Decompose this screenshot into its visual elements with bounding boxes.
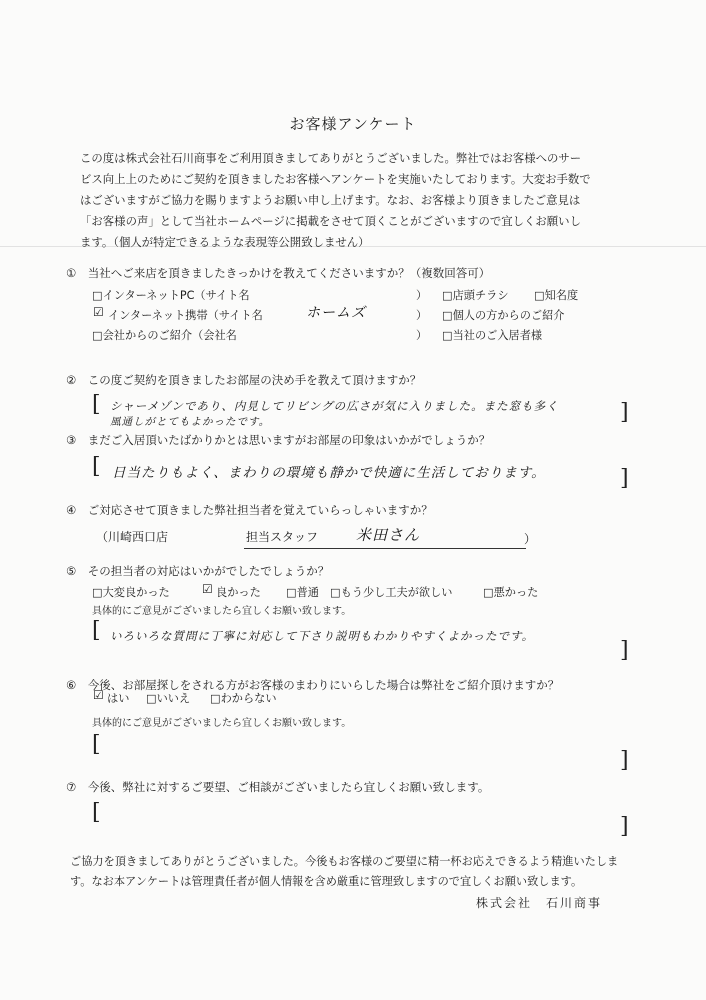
q7-close-bracket: ] [620, 814, 629, 839]
q4-question: ④ ご対応させて頂きました弊社担当者を覚えていらっしゃいますか？ [66, 503, 433, 517]
q4-staff-name-answer: 米田さん [356, 526, 421, 544]
q5-answer: いろいろな質問に丁寧に対応して下さり説明もわかりやすくよかったです。 [110, 629, 535, 643]
q3-answer: 日当たりもよく、まわりの環境も静かで快適に生活しております。 [112, 465, 546, 481]
q1-option-pc[interactable]: □インターネットPC（サイト名 [92, 289, 250, 302]
q1-mobile-checkbox[interactable]: ☑ [93, 305, 104, 319]
intro-line: 「お客様の声」として当社ホームページに掲載をさせて頂くことがございますので宜しくお願いし [80, 214, 581, 228]
q1-option-referral[interactable]: □会社からのご紹介（会社名 [92, 329, 237, 342]
q1-option-flyer[interactable]: □店頭チラシ [442, 289, 509, 302]
q4-store-name: （川崎西口店 [96, 530, 169, 544]
q3-open-bracket: [ [92, 454, 101, 479]
q6-option-unknown[interactable]: □わからない [210, 692, 277, 705]
company-name: 株式会社 石川商事 [476, 896, 603, 910]
q6-detail-prompt: 具体的にご意見がございましたら宜しくお願い致します。 [92, 718, 352, 729]
q1-close-paren: ） [416, 309, 428, 322]
intro-line: はございますがご協力を賜りますようお願い申し上げます。なお、お客様より頂きましたご意見は [80, 193, 581, 207]
q1-option-individual[interactable]: □個人の方からのご紹介 [442, 309, 565, 322]
q5-option-normal[interactable]: □普通 [286, 586, 319, 599]
q1-question: ① 当社へご来店を頂きましたきっかけを教えてくださいますか？（複数回答可） [66, 266, 491, 280]
q4-staff-label: 担当スタッフ [246, 530, 319, 544]
footer-line2: す。なお本アンケートは管理責任者が個人情報を含め厳重に管理致しますので宜しくお願い致します。 [70, 875, 583, 888]
q2-open-bracket: [ [92, 392, 101, 417]
q1-option-known[interactable]: □知名度 [534, 289, 579, 302]
footer-line1: ご協力を頂きましてありがとうございました。今後もお客様のご要望に精一杯お応えできるよう精進いたしま [70, 855, 619, 868]
q4-answer-underline [244, 548, 526, 549]
q5-option-very-good[interactable]: □大変良かった [92, 586, 170, 599]
q5-option-good[interactable]: 良かった [216, 586, 261, 599]
q3-close-bracket: ] [620, 466, 629, 491]
q5-close-bracket: ] [620, 638, 629, 663]
q1-option-resident[interactable]: □当社のご入居者様 [442, 329, 543, 342]
intro-text [80, 148, 660, 253]
q7-question: ⑦ 今後、弊社に対するご要望、ご相談がございましたら宜しくお願い致します。 [66, 780, 490, 794]
q2-answer-line1: シャーメゾンであり、内見してリビングの広さが気に入りました。また窓も多く [110, 399, 559, 413]
q5-detail-prompt: 具体的にご意見がございましたら宜しくお願い致します。 [92, 606, 352, 617]
q6-option-no[interactable]: □いいえ [146, 692, 191, 705]
q1-option-mobile[interactable]: インターネット携帯（サイト名 [108, 309, 263, 322]
q5-good-checkbox[interactable]: ☑ [202, 582, 213, 596]
q4-close-paren: ） [524, 532, 537, 546]
intro-line: この度は株式会社石川商事をご利用頂きましてありがとうございました。弊社ではお客様へのサー [80, 151, 582, 165]
q6-yes-checkbox[interactable]: ☑ [93, 688, 104, 702]
q1-mobile-site-answer: ホームズ [306, 305, 366, 321]
q6-close-bracket: ] [620, 748, 629, 773]
intro-line: ビス向上上のためにご契約を頂きましたお客様へアンケートを実施いたしております。大変お手数で [80, 172, 591, 186]
q5-option-more-effort[interactable]: □もう少し工夫が欲しい [330, 586, 453, 599]
q2-question: ② この度ご契約を頂きましたお部屋の決め手を教えて頂けますか？ [66, 373, 422, 387]
q1-close-paren: ） [416, 289, 428, 302]
q3-question: ③ まだご入居頂いたばかりかとは思いますがお部屋の印象はいかがでしょうか？ [66, 433, 491, 447]
q6-option-yes[interactable]: はい [107, 692, 130, 705]
page-title: お客様アンケート [289, 115, 417, 133]
q6-question: ⑥ 今後、お部屋探しをされる方がお客様のまわりにいらした場合は弊社をご紹介頂けますか？ [66, 678, 560, 692]
q5-option-bad[interactable]: □悪かった [483, 586, 539, 599]
q2-close-bracket: ] [620, 400, 629, 425]
q5-question: ⑤ その担当者の対応はいかがでしたでしょうか？ [66, 564, 330, 578]
q5-open-bracket: [ [92, 618, 101, 643]
q2-answer-line2: 風通しがとてもよかったです。 [110, 416, 271, 428]
q1-close-paren: ） [416, 329, 428, 342]
intro-line: ます。（個人が特定できるような表現等公開致しません） [80, 235, 370, 249]
q7-open-bracket: [ [92, 800, 101, 825]
q6-open-bracket: [ [92, 732, 101, 757]
